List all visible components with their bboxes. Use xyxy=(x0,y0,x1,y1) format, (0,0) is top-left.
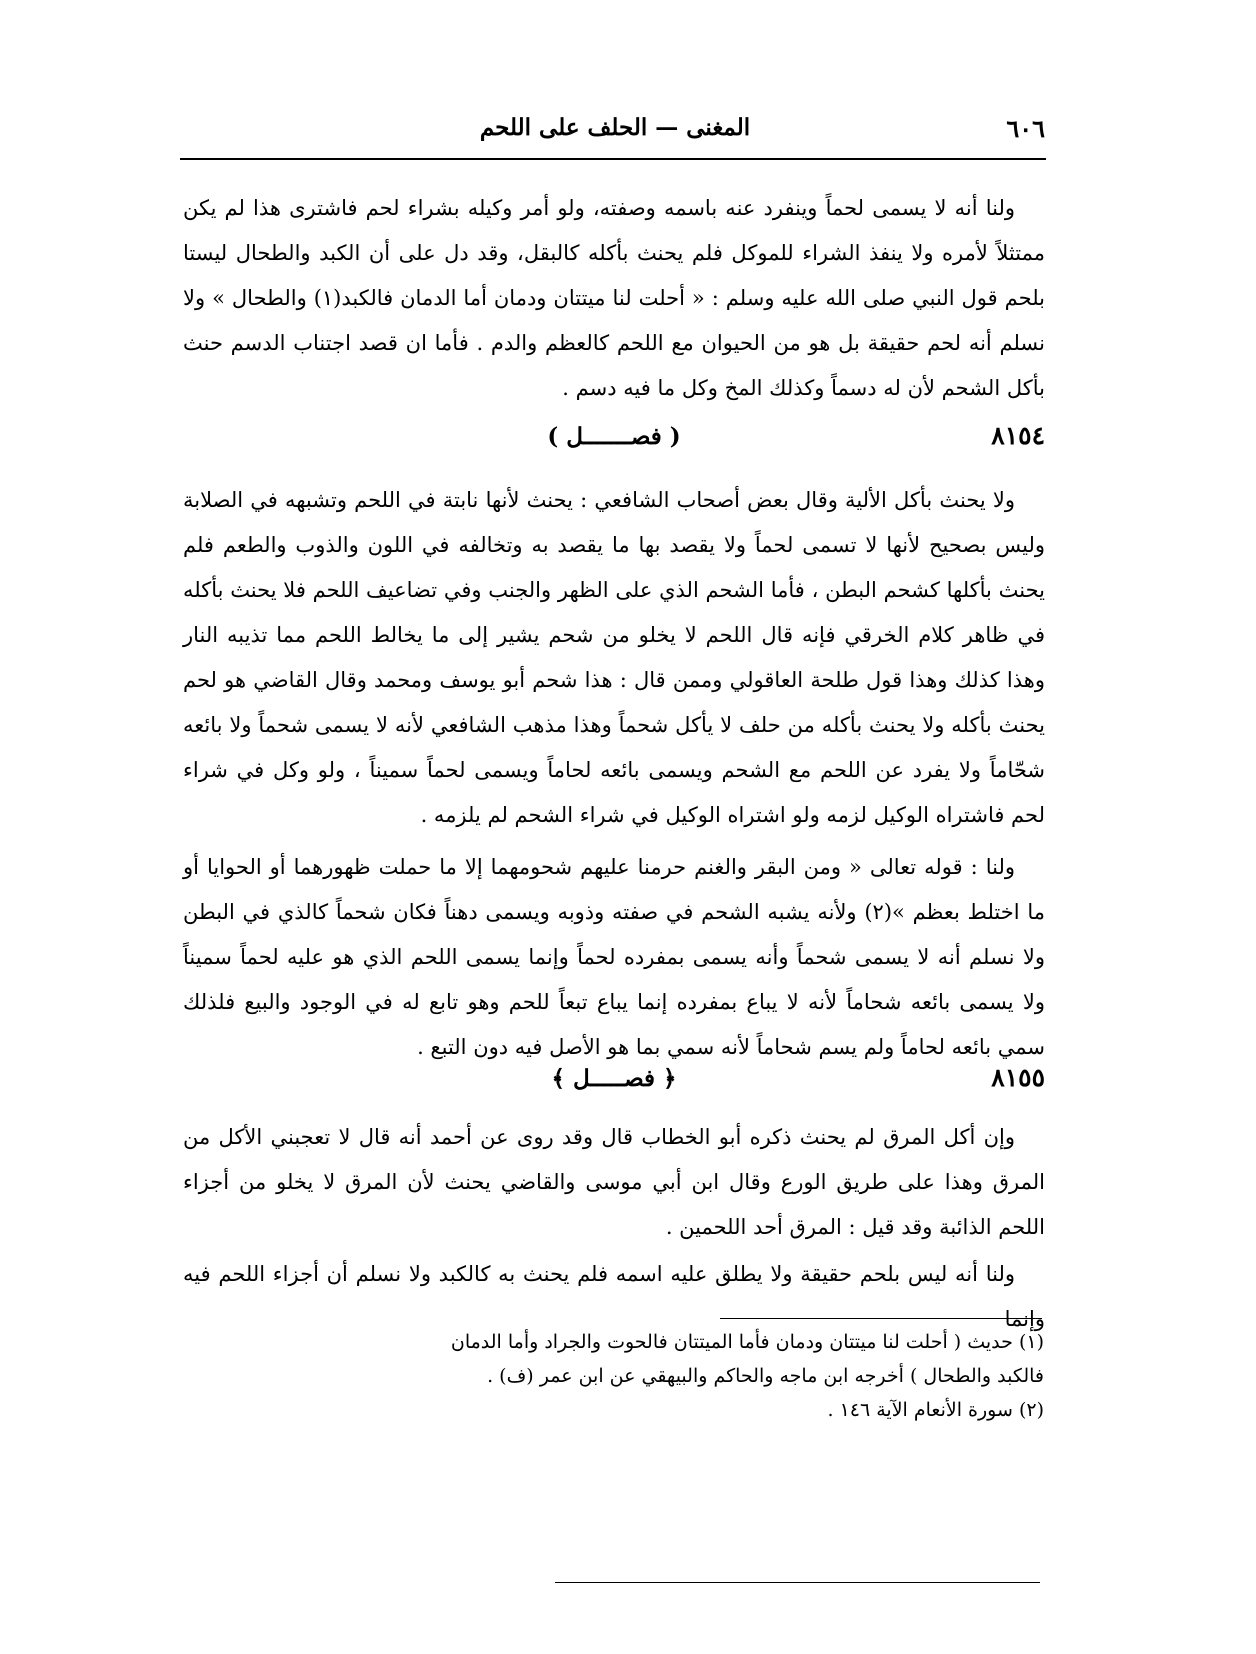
header-rule xyxy=(180,158,1046,160)
paragraph-4 xyxy=(183,1115,1045,1250)
paragraph-2 xyxy=(183,478,1045,838)
paragraph-text: ولا يحنث بأكل الألية وقال بعض أصحاب الشافعي : يحنث لأنها نابتة في اللحم وتشبهه في الصلابة وليس بصحيح لأنها لا تسمى لحماً ولا يقصد بها ما يقصد به وتخالفه في اللون والذوب والطعم فلم يحنث بأكلها كشحم البطن ، فأما الشحم الذي على الظهر والجنب وفي تضاعيف اللحم فلا يحنث بأكله في ظاهر كلام الخرقي فإنه قال اللحم لا يخلو من شحم يشير إلى ما يخالط اللحم مما تذيبه النار وهذا كذلك وهذا قول طلحة العاقولي وممن قال : هذا شحم أبو يوسف ومحمد وقال القاضي هو لحم يحنث بأكله ولا يحنث بأكله من حلف لا يأكل شحماً وهذا مذهب الشافعي لأنه لا يسمى شحماً ولا بائعه شحّاماً ولا يفرد عن اللحم مع الشحم ويسمى بائعه لحاماً ويسمى لحماً سميناً ، ولو وكل في شراء لحم فاشتراه الوكيل لزمه ولو اشتراه الوكيل في شراء الشحم لم يلزمه . xyxy=(183,488,1045,827)
section-number: ٨١٥٥ xyxy=(991,1063,1045,1092)
running-title: المغنى — الحلف على اللحم xyxy=(479,114,751,141)
section-title: ( فصـــــــل ) xyxy=(547,423,681,450)
bottom-rule xyxy=(555,1582,1040,1583)
paragraph-text: ولنا : قوله تعالى « ومن البقر والغنم حرمنا عليهم شحومهما إلا ما حملت ظهورهما أو الحوايا أو ما اختلط بعظم »(٢) ولأنه يشبه الشحم في صفته وذوبه ويسمى دهناً فكان شحماً كالذي في البطن ولا نسلم أنه لا يسمى شحماً وأنه يسمى بمفرده لحماً وإنما يسمى اللحم الذي هو عليه لحماً سميناً ولا يسمى بائعه شحاماً لأنه لا يباع بمفرده إنما يباع تبعاً للحم وهو تابع له في الوجود والبيع فلذلك سمي بائعه لحاماً ولم يسم شحاماً لأنه سمي بما هو الأصل فيه دون التبع . xyxy=(183,855,1045,1059)
footnote-rule xyxy=(720,1318,1042,1319)
page-number: ٦٠٦ xyxy=(1006,114,1045,143)
section-title: ﴿ فصـــــل ﴾ xyxy=(551,1065,677,1092)
paragraph-text: وإن أكل المرق لم يحنث ذكره أبو الخطاب قال وقد روى عن أحمد أنه قال لا تعجبني الأكل من المرق وهذا على طريق الورع وقال ابن أبي موسى والقاضي يحنث لأن المرق لا يخلو من أجزاء اللحم الذائبة وقد قيل : المرق أحد اللحمين . xyxy=(183,1125,1045,1239)
section-heading-8155 xyxy=(183,1063,1045,1103)
footnote-1: (١) حديث ( أحلت لنا ميتتان ودمان فأما الميتتان فالحوت والجراد وأما الدمان فالكبد والطحال ) أخرجه ابن ماجه والحاكم والبيهقي عن ابن عمر (ف) . xyxy=(450,1331,1044,1387)
footnotes xyxy=(450,1325,1044,1427)
paragraph-text: ولنا أنه لا يسمى لحماً وينفرد عنه باسمه وصفته، ولو أمر وكيله بشراء لحم فاشترى هذا لم يكن ممتثلاً لأمره ولا ينفذ الشراء للموكل فلم يحنث بأكله كالبقل، وقد دل على أن الكبد والطحال ليستا بلحم قول النبي صلى الله عليه وسلم : « أحلت لنا ميتتان ودمان أما الدمان فالكبد(١) والطحال » ولا نسلم أنه لحم حقيقة بل هو من الحيوان مع اللحم كالعظم والدم . فأما ان قصد اجتناب الدسم حنث بأكل الشحم لأن له دسماً وكذلك المخ وكل ما فيه دسم . xyxy=(183,196,1045,400)
footnote-2: (٢) سورة الأنعام الآية ١٤٦ . xyxy=(827,1399,1044,1421)
paragraph-text: ولنا أنه ليس بلحم حقيقة ولا يطلق عليه اسمه فلم يحنث به كالكبد ولا نسلم أن أجزاء اللحم فيه وإنما xyxy=(183,1262,1045,1331)
section-heading-8154 xyxy=(183,421,1045,461)
section-number: ٨١٥٤ xyxy=(991,421,1045,450)
paragraph-3 xyxy=(183,845,1045,1070)
page-header xyxy=(185,108,1045,156)
paragraph-1 xyxy=(183,186,1045,411)
